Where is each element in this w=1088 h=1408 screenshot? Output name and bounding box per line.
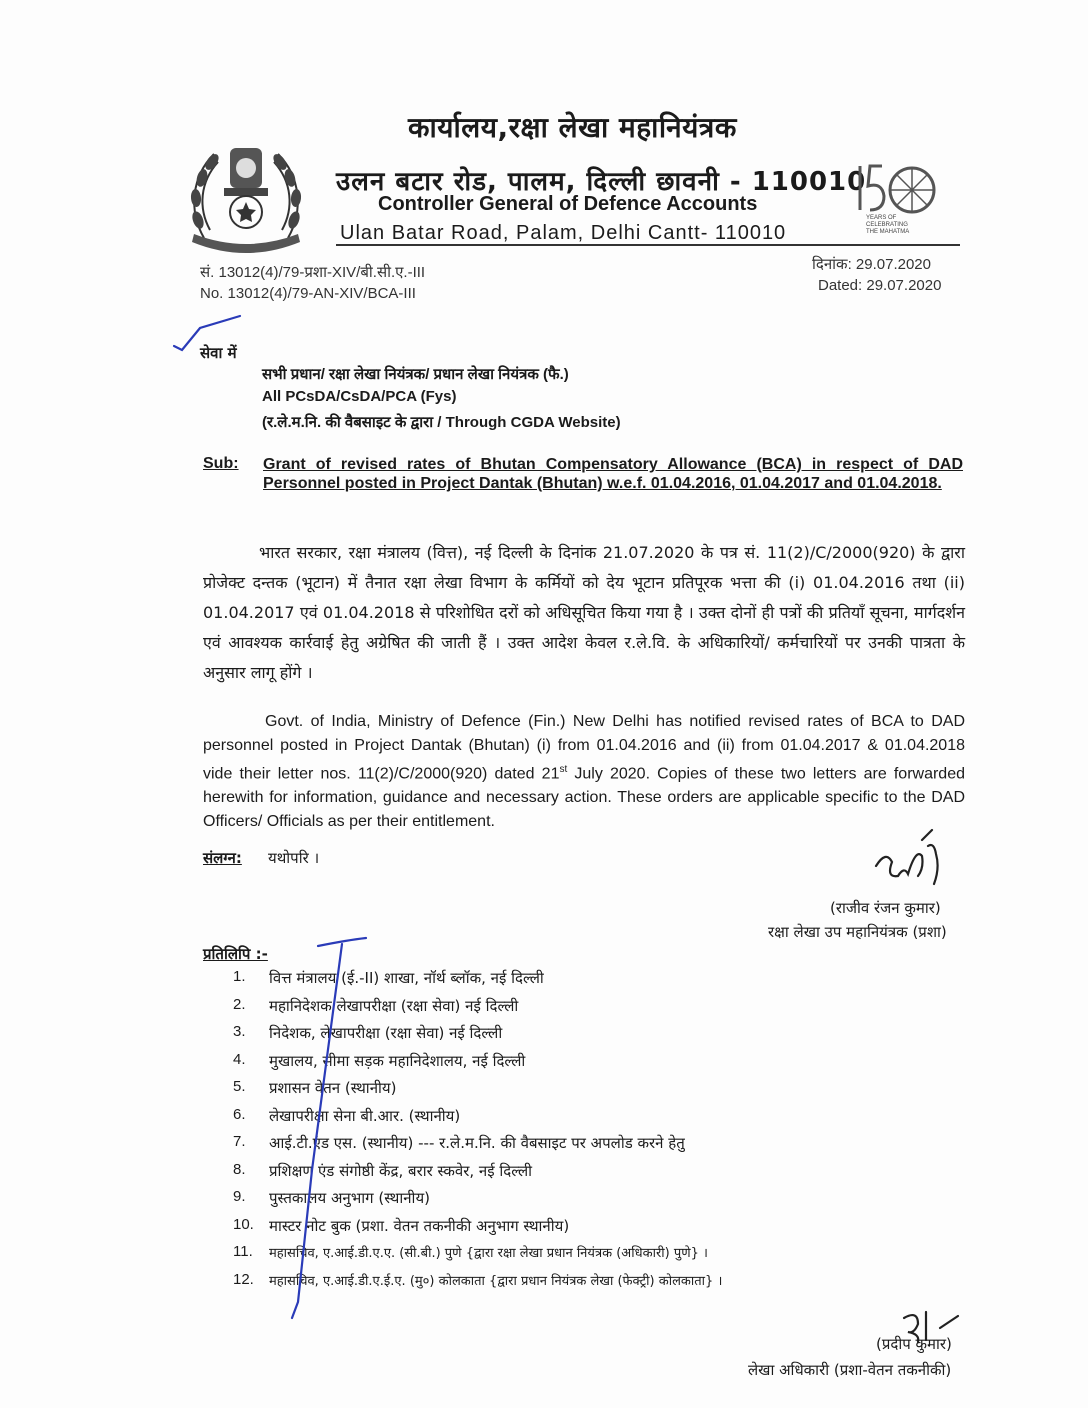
national-emblem-icon [184,138,308,260]
signatory-1-name: (राजीव रंजन कुमार) [830,899,941,917]
signature-1 [868,826,972,896]
list-item: 4. मुखालय, सीमा सड़क महानिदेशालय, नई दिल्ली [233,1050,526,1070]
list-item: 1. वित्त मंत्रालय (ई.-II) शाखा, नॉर्थ ब्लॉक, नई दिल्ली [233,968,544,987]
list-item: 7. आई.टी.एंड एस. (स्थानीय) --- र.ले.म.नि. की वैबसाइट पर अपलोड करने हेतु [233,1133,685,1152]
enclosure-text: यथोपरि । [268,849,320,867]
addressee-channel: (र.ले.म.नि. की वैबसाइट के द्वारा / Through CGDA Website) [262,414,621,431]
date-hindi: दिनांक: 29.07.2020 [812,256,931,273]
subject-text: Grant of revised rates of Bhutan Compensatory Allowance (BCA) in respect of DAD Personnel posted in Project Dantak (Bhutan) w.e.f. 01.04.2016, 01.04.2017 and 01.04.2018. [263,456,963,492]
addressee-line-hindi: सभी प्रधान/ रक्षा लेखा नियंत्रक/ प्रधान लेखा नियंत्रक (फै.) [262,366,569,383]
logo-caption: YEARS OF CELEBRATING THE MAHATMA [866,215,910,235]
letterhead-divider [336,244,960,246]
addressee-label: सेवा में [200,344,237,362]
list-item: 11. महासचिव, ए.आई.डी.ए.ए. (सी.बी.) पुणे {द्वारा रक्षा लेखा प्रधान नियंत्रक (अधिकारी) पुणे} । [233,1243,708,1261]
reference-number-hindi: सं. 13012(4)/79-प्रशा-XIV/बी.सी.ए.-III [200,264,426,281]
list-item: 5. प्रशासन वेतन (स्थानीय) [233,1078,397,1097]
office-address-english: Ulan Batar Road, Palam, Delhi Cantt- 110010 [340,222,787,244]
enclosure-label: संलग्न: [203,849,242,867]
signatory-2-designation: लेखा अधिकारी (प्रशा-वेतन तकनीकी) [748,1361,952,1379]
subject-label: Sub: [203,455,239,472]
signatory-1-designation: रक्षा लेखा उप महानियंत्रक (प्रशा) [768,923,947,941]
office-title-english: Controller General of Defence Accounts [378,193,758,215]
office-title-hindi: कार्यालय,रक्षा लेखा महानियंत्रक [408,111,737,144]
list-item: 8. प्रशिक्षण एंड संगोष्ठी केंद्र, बरार स्कवेर, नई दिल्ली [233,1160,533,1180]
list-item: 6. लेखापरीक्षा सेना बी.आर. (स्थानीय) [233,1105,461,1125]
date-english: Dated: 29.07.2020 [818,277,942,294]
addressee-line-english: All PCsDA/CsDA/PCA (Fys) [262,388,457,405]
list-item: 9. पुस्तकालय अनुभाग (स्थानीय) [233,1188,430,1207]
body-paragraph-hindi: भारत सरकार, रक्षा मंत्रालय (वित्त), नई दिल्ली के दिनांक 21.07.2020 के पत्र सं. 11(2)/C/2000(920) के द्वारा प्रोजेक्ट दन्तक (भूटान) में तैनात रक्षा लेखा विभाग के कर्मियों को देय भूटान प्रतिपूरक भत्ता की (i) 01.04.2016 तथा (ii) 01.04.2017 एवं 01.04.2018 से परिशोधित दरों को अधिसूचित किया गया है । उक्त दोनों ही पत्रों की प्रतियाँ सूचना, मार्गदर्शन एवं आवश्यक कार्रवाई हेतु अग्रेषित की जाती हैं । उक्त आदेश केवल र.ले.वि. के अधिकारियों/ कर्मचारियों पर उनकी पात्रता के अनुसार लागू होंगे । [203,543,965,682]
body-paragraph-english: Govt. of India, Ministry of Defence (Fin.) New Delhi has notified revised rates of BCA to DAD personnel posted in Project Dantak (Bhutan) (i) from 01.04.2016 and (ii) from 01.04.2017 & 01.04.2018 vide their letter nos. 11(2)/C/2000(920) dated 21st July 2020. Copies of these two letters are forwarded herewith for information, guidance and necessary action. These orders are applicable specific to the DAD Officers/ Officials as per their entitlement. [203,713,965,831]
signatory-2-name: (प्रदीप कुमार) [876,1335,952,1353]
reference-number-english: No. 13012(4)/79-AN-XIV/BCA-III [200,285,416,302]
copy-to-list [233,968,722,1298]
list-item: 3. निदेशक, लेखापरीक्षा (रक्षा सेवा) नई दिल्ली [233,1023,503,1042]
list-item: 10. मास्टर नोट बुक (प्रशा. वेतन तकनीकी अनुभाग स्थानीय) [233,1215,570,1235]
list-item: 12. महासचिव, ए.आई.डी.ए.ई.ए. (मु०) कोलकाता {द्वारा प्रधान नियंत्रक लेखा (फेक्ट्री) कोलकाता} । [233,1270,723,1289]
office-address-hindi: उलन बटार रोड, पालम, दिल्ली छावनी - 110010 [336,167,867,197]
copy-to-label: प्रतिलिपि :- [203,945,268,963]
list-item: 2. महानिदेशक लेखापरीक्षा (रक्षा सेवा) नई दिल्ली [233,995,519,1015]
